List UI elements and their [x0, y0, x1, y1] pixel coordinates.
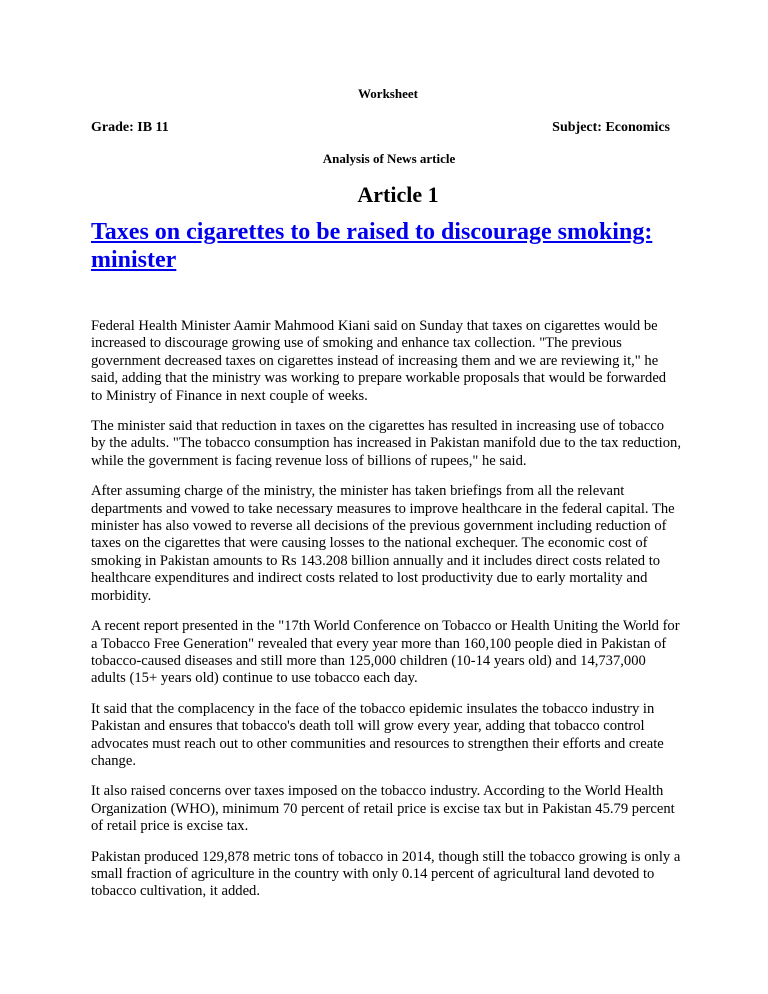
article-paragraph: It said that the complacency in the face of the tobacco epidemic insulates the tobacco industry in Pakistan and ensures that tobacco's death toll will grow every year, adding that tobacco control advocates must reach out to other communities and resources to strengthen their efforts and create change.	[91, 700, 664, 769]
article-paragraph: Pakistan produced 129,878 metric tons of tobacco in 2014, though still the tobacco growing is only a small fraction of agriculture in the country with only 0.14 percent of agricultural land devoted to tobacco cultivation, it added.	[91, 848, 681, 900]
article-headline-link[interactable]: Taxes on cigarettes to be raised to discourage smoking: minister	[91, 219, 653, 273]
article-paragraph: Federal Health Minister Aamir Mahmood Kiani said on Sunday that taxes on cigarettes would be increased to discourage growing use of smoking and enhance tax collection. "The previous government decreased taxes on cigarettes instead of increasing them and we are reviewing it," he said, adding that the ministry was working to prepare workable proposals that would be forwarded to Ministry of Finance in next couple of weeks.	[91, 318, 667, 404]
grade-label: Grade: IB 11	[91, 120, 169, 135]
article-paragraph: The minister said that reduction in taxes on the cigarettes has resulted in increasing use of tobacco by the adults. "The tobacco consumption has increased in Pakistan manifold due to the tax reduction, while the government is facing revenue loss of billions of rupees," he said.	[91, 418, 681, 469]
article-paragraph: A recent report presented in the "17th World Conference on Tobacco or Health Uniting the World for a Tobacco Free Generation" revealed that every year more than 160,100 people died in Pakistan of tobacco-caused diseases and still more than 125,000 children (10-14 years old) and 14,737,000 adults (15+ years old) continue to use tobacco each day.	[91, 618, 680, 687]
subject-label: Subject: Economics	[552, 120, 670, 135]
article-heading: Article 1	[357, 182, 439, 207]
article-paragraph: After assuming charge of the ministry, the minister has taken briefings from all the relevant departments and vowed to take necessary measures to improve healthcare in the federal capital. The minister has also vowed to reverse all decisions of the previous government including reduction of taxes on the cigarettes that were causing losses to the national exchequer. The economic cost of smoking in Pakistan amounts to Rs 143.208 billion annually and it includes direct costs related to healthcare expenditures and indirect costs related to lost productivity due to early mortality and morbidity.	[91, 483, 675, 604]
analysis-subtitle: Analysis of News article	[322, 151, 456, 166]
worksheet-title: Worksheet	[358, 86, 418, 101]
article-body	[91, 318, 681, 914]
article-paragraph: It also raised concerns over taxes imposed on the tobacco industry. According to the World Health Organization (WHO), minimum 70 percent of retail price is excise tax but in Pakistan 45.79 percent of retail price is excise tax.	[91, 783, 675, 835]
